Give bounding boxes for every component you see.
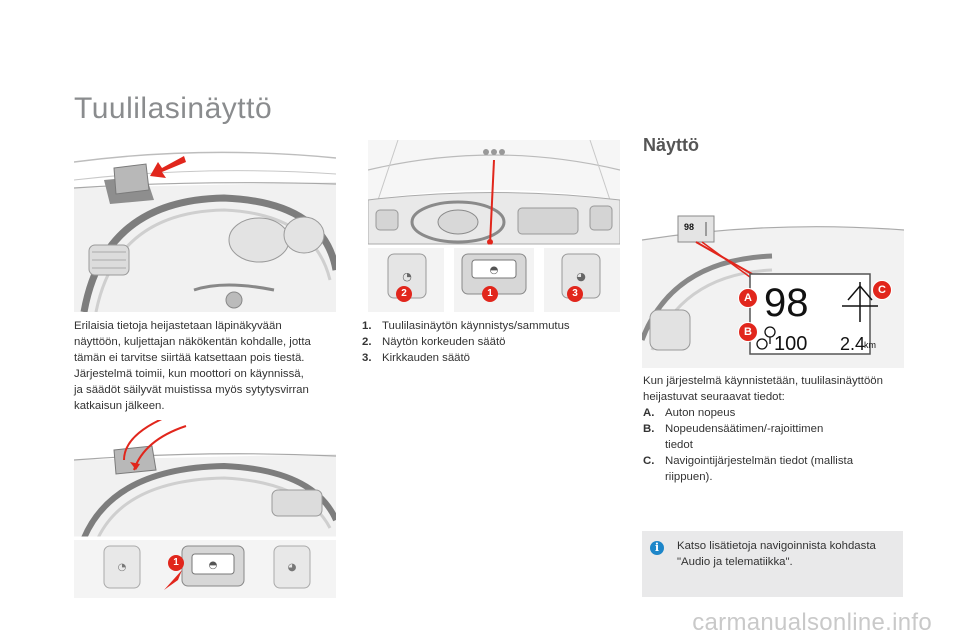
display-description — [643, 373, 913, 485]
hud-label-a: A — [738, 288, 758, 308]
controls-list — [362, 318, 622, 366]
section-heading: Näyttö — [643, 135, 700, 155]
info-note — [642, 531, 903, 597]
list-label: Näytön korkeuden säätö — [382, 336, 506, 348]
hud-distance: 2.4 — [840, 334, 866, 354]
hud-distance-unit: km — [864, 340, 876, 350]
description-line: Kun järjestelmä käynnistetään, tuulilasinäyttöön — [643, 375, 883, 387]
description-line: heijastuvat seuraavat tiedot: — [643, 391, 785, 403]
page-title: Tuulilasinäyttö — [74, 92, 273, 125]
list-letter: C. — [643, 455, 655, 467]
intro-line: näyttöön, kuljettajan näkökentän kohdalle, jotta — [74, 336, 311, 348]
intro-line: ja säädöt säilyvät muistissa myös sytytysvirran — [74, 384, 309, 396]
control-badge-1: 1 — [482, 286, 498, 302]
list-number: 3. — [362, 352, 372, 364]
list-label: Navigointijärjestelmän tiedot (mallista — [665, 455, 854, 467]
hud-label-c: C — [872, 280, 892, 300]
hud-display-illustration — [642, 200, 904, 368]
dashboard-hud-illustration — [74, 140, 336, 312]
svg-text:◔: ◔ — [117, 562, 127, 573]
list-label: riippuen). — [665, 471, 713, 483]
list-label: Nopeudensäätimen/-rajoittimen — [665, 423, 824, 435]
intro-line: katkaisun jälkeen. — [74, 400, 165, 412]
list-letter: B. — [643, 423, 655, 435]
svg-text:◕: ◕ — [576, 270, 586, 283]
list-item — [362, 350, 622, 366]
svg-text:◔: ◔ — [402, 270, 412, 283]
list-item — [362, 318, 622, 334]
info-icon: i — [650, 541, 664, 555]
hud-label-b: B — [738, 322, 758, 342]
control-badge-1: 1 — [168, 555, 184, 571]
list-item — [362, 334, 622, 350]
list-item — [643, 405, 913, 421]
intro-line: Järjestelmä toimii, kun moottori on käynnissä, — [74, 368, 304, 380]
hud-limit: 100 — [774, 333, 808, 355]
intro-paragraph — [74, 318, 342, 414]
list-label: Auton nopeus — [665, 407, 736, 419]
hud-retract-illustration — [74, 420, 336, 598]
mini-hud-speed: 98 — [684, 222, 695, 232]
list-label: Tuulilasinäytön käynnistys/sammutus — [382, 320, 570, 332]
info-text — [677, 538, 897, 570]
svg-text:◓: ◓ — [489, 265, 499, 276]
list-number: 1. — [362, 320, 372, 332]
control-badge-2: 2 — [396, 286, 412, 302]
svg-text:◕: ◕ — [287, 562, 297, 573]
list-item — [643, 453, 913, 485]
info-line: "Audio ja telematiikka". — [677, 556, 793, 568]
info-line: Katso lisätietoja navigoinnista kohdasta — [677, 540, 876, 552]
list-number: 2. — [362, 336, 372, 348]
footer-watermark: carmanualsonline.info — [692, 609, 932, 636]
intro-line: Erilaisia tietoja heijastetaan läpinäkyvään — [74, 320, 282, 332]
intro-line: tämän ei tarvitse siirtää katsettaan pois tiestä. — [74, 352, 305, 364]
list-letter: A. — [643, 407, 655, 419]
svg-text:◓: ◓ — [208, 560, 218, 571]
list-label: tiedot — [665, 439, 693, 451]
list-label: Kirkkauden säätö — [382, 352, 471, 364]
control-badge-3: 3 — [567, 286, 583, 302]
hud-speed: 98 — [764, 281, 809, 325]
list-item — [643, 421, 913, 453]
